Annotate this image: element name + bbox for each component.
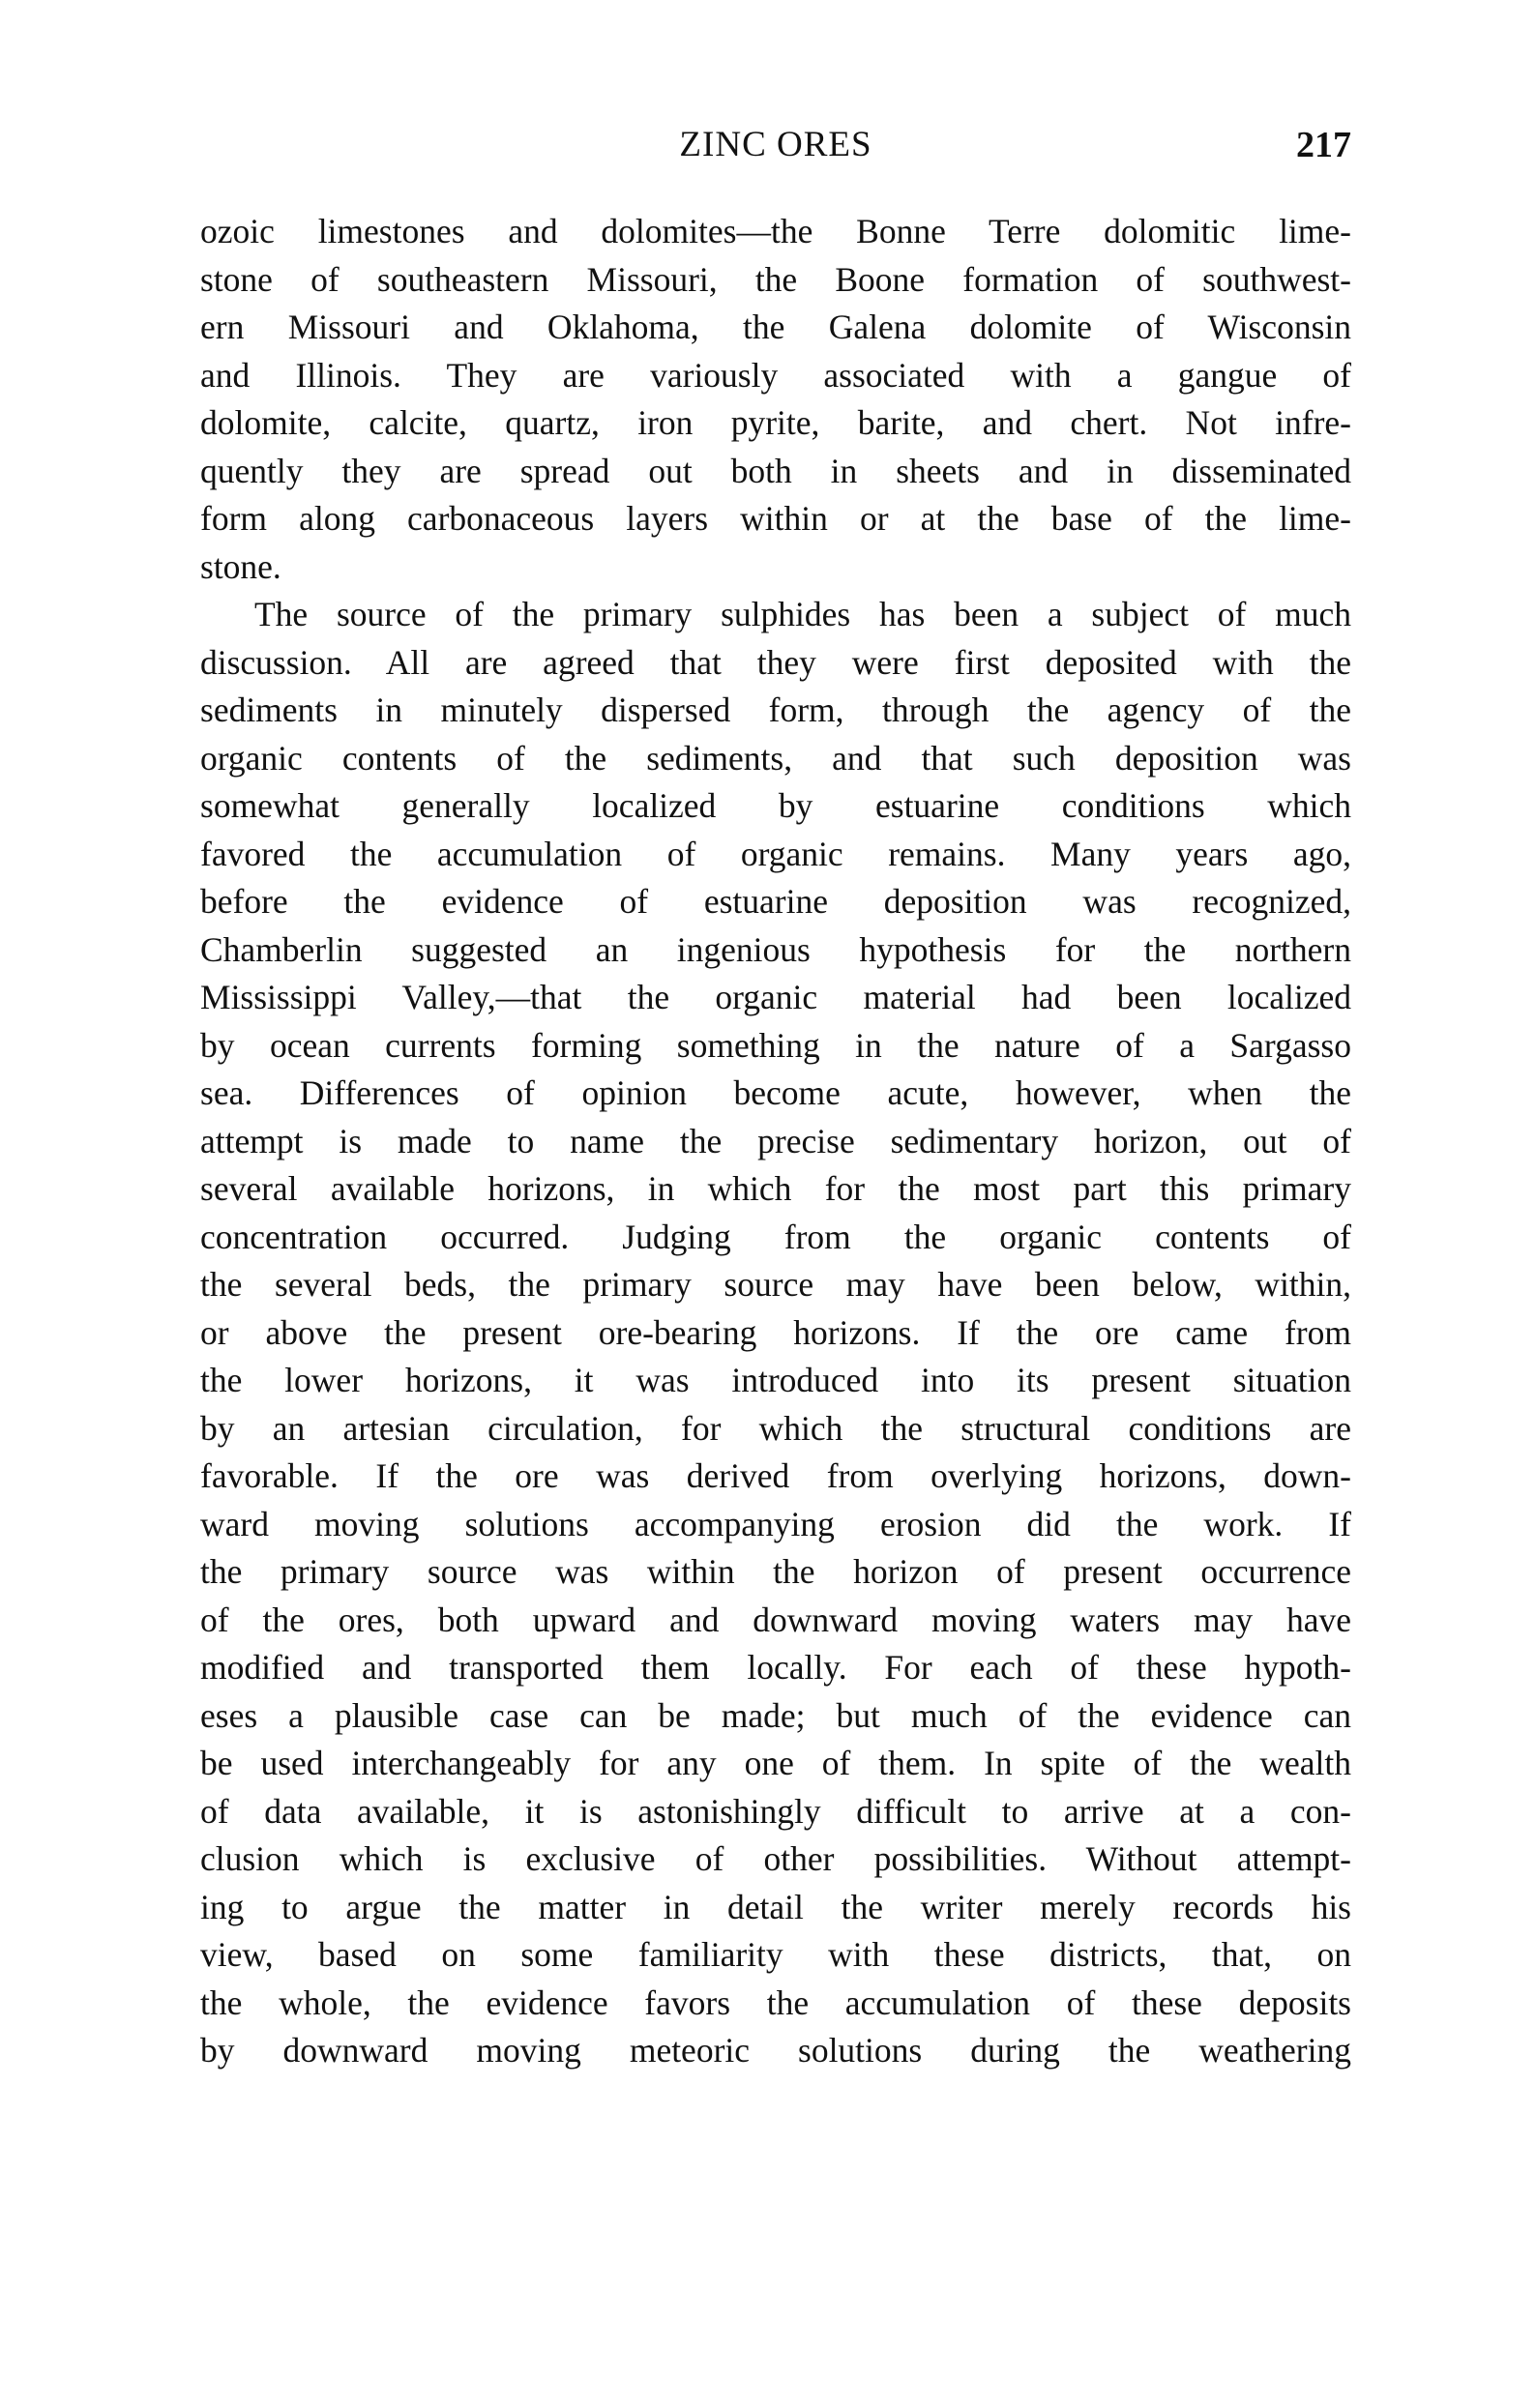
- text-line: favored the accumulation of organic remains. Many years ago,: [200, 834, 1351, 873]
- body-text: [200, 208, 1351, 2075]
- text-line: quently they are spread out both in sheets and in disseminated: [200, 451, 1351, 490]
- text-line: Chamberlin suggested an ingenious hypothesis for the northern: [200, 929, 1351, 969]
- text-line: sediments in minutely dispersed form, through the agency of the: [200, 690, 1351, 729]
- text-line: of the ores, both upward and downward moving waters may have: [200, 1600, 1351, 1639]
- text-line: form along carbonaceous layers within or at the base of the lime-: [200, 499, 1351, 538]
- text-line: ern Missouri and Oklahoma, the Galena dolomite of Wisconsin: [200, 308, 1351, 346]
- text-line: the primary source was within the horizon of present occurrence: [200, 1552, 1351, 1591]
- text-line: Mississippi Valley,—that the organic material had been localized: [200, 978, 1351, 1016]
- text-line: discussion. All are agreed that they were first deposited with the: [200, 642, 1351, 682]
- text-line: by an artesian circulation, for which the structural conditions are: [200, 1408, 1351, 1448]
- text-line: modified and transported them locally. For each of these hypoth-: [200, 1648, 1351, 1687]
- text-line: dolomite, calcite, quartz, iron pyrite, barite, and chert. Not infre-: [200, 403, 1351, 442]
- text-line: somewhat generally localized by estuarine conditions which: [200, 786, 1351, 825]
- text-line: ozoic limestones and dolomites—the Bonne Terre dolomitic lime-: [200, 212, 1351, 250]
- text-line: eses a plausible case can be made; but much of the evidence can: [200, 1695, 1351, 1735]
- text-line: ward moving solutions accompanying erosion did the work. If: [200, 1504, 1351, 1543]
- running-title: ZINC ORES: [679, 125, 872, 164]
- text-line: clusion which is exclusive of other possibilities. Without attempt-: [200, 1839, 1351, 1878]
- text-line: attempt is made to name the precise sedimentary horizon, out of: [200, 1121, 1351, 1160]
- text-line: by downward moving meteoric solutions during the weathering: [200, 2031, 1351, 2070]
- text-line: The source of the primary sulphides has been a subject of much: [254, 595, 1351, 633]
- text-line: and Illinois. They are variously associated with a gangue of: [200, 355, 1351, 395]
- text-line: stone.: [200, 546, 281, 586]
- text-line: the lower horizons, it was introduced into its present situation: [200, 1361, 1351, 1399]
- text-line: before the evidence of estuarine deposition was recognized,: [200, 882, 1351, 921]
- text-line: by ocean currents forming something in the nature of a Sargasso: [200, 1025, 1351, 1065]
- running-head: [200, 124, 1351, 166]
- text-line: be used interchangeably for any one of them. In spite of the wealth: [200, 1744, 1351, 1782]
- text-line: view, based on some familiarity with these districts, that, on: [200, 1935, 1351, 1974]
- text-line: ing to argue the matter in detail the writer merely records his: [200, 1887, 1351, 1926]
- text-line: the several beds, the primary source may have been below, within,: [200, 1265, 1351, 1304]
- text-line: stone of southeastern Missouri, the Boone formation of southwest-: [200, 259, 1351, 299]
- text-line: organic contents of the sediments, and that such deposition was: [200, 738, 1351, 778]
- paragraph-continued: [200, 208, 1351, 591]
- text-line: the whole, the evidence favors the accumulation of these deposits: [200, 1982, 1351, 2022]
- text-line: several available horizons, in which for the most part this primary: [200, 1169, 1351, 1208]
- page-number: 217: [1296, 125, 1351, 165]
- text-line: favorable. If the ore was derived from overlying horizons, down-: [200, 1456, 1351, 1495]
- text-line: sea. Differences of opinion become acute, however, when the: [200, 1073, 1351, 1112]
- text-line: concentration occurred. Judging from the organic contents of: [200, 1217, 1351, 1256]
- text-line: or above the present ore-bearing horizons. If the ore came from: [200, 1312, 1351, 1352]
- paragraph-primary-sulphides: [200, 591, 1351, 2075]
- text-line: of data available, it is astonishingly difficult to arrive at a con-: [200, 1791, 1351, 1831]
